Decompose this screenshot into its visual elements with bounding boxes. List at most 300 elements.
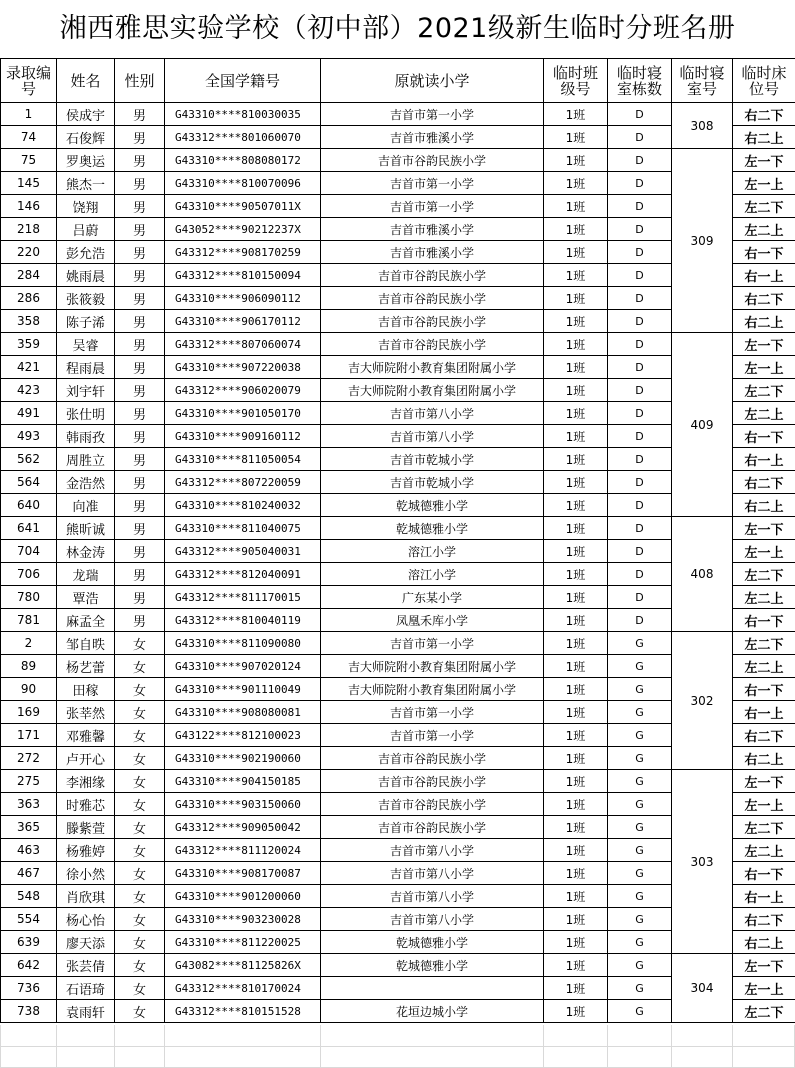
building-cell: G (608, 908, 672, 931)
bed-cell: 左一上 (733, 540, 795, 563)
name-cell: 麻孟全 (57, 609, 115, 632)
name-cell: 吕蔚 (57, 218, 115, 241)
student-id-cell: G43312****811170015 (165, 586, 321, 609)
admission-no-cell: 554 (1, 908, 57, 931)
school-cell: 吉首市乾城小学 (321, 471, 544, 494)
gender-cell: 男 (115, 287, 165, 310)
building-cell: D (608, 103, 672, 126)
name-cell: 姚雨晨 (57, 264, 115, 287)
school-cell: 吉首市第八小学 (321, 862, 544, 885)
room-cell: 304 (672, 954, 733, 1023)
building-cell: G (608, 1000, 672, 1023)
admission-no-cell: 467 (1, 862, 57, 885)
gender-cell: 男 (115, 517, 165, 540)
admission-no-cell: 146 (1, 195, 57, 218)
gender-cell: 男 (115, 310, 165, 333)
gender-cell: 女 (115, 908, 165, 931)
school-cell: 吉首市谷韵民族小学 (321, 149, 544, 172)
school-cell: 吉首市谷韵民族小学 (321, 770, 544, 793)
admission-no-cell: 363 (1, 793, 57, 816)
header-dorm-building: 临时寝 室栋数 (608, 59, 672, 103)
building-cell: G (608, 885, 672, 908)
class-cell: 1班 (544, 1000, 608, 1023)
student-id-cell: G43310****810030035 (165, 103, 321, 126)
class-cell: 1班 (544, 977, 608, 1000)
name-cell: 张仕明 (57, 402, 115, 425)
bed-cell: 左一下 (733, 770, 795, 793)
name-cell: 廖天添 (57, 931, 115, 954)
class-cell: 1班 (544, 770, 608, 793)
gender-cell: 女 (115, 885, 165, 908)
bed-cell: 左一上 (733, 793, 795, 816)
table-row (1, 103, 795, 126)
bed-cell: 右二上 (733, 931, 795, 954)
building-cell: G (608, 931, 672, 954)
admission-no-cell: 272 (1, 747, 57, 770)
building-cell: G (608, 678, 672, 701)
bed-cell: 左二上 (733, 586, 795, 609)
room-cell: 408 (672, 517, 733, 632)
school-cell: 吉首市第八小学 (321, 425, 544, 448)
building-cell: D (608, 448, 672, 471)
class-cell: 1班 (544, 632, 608, 655)
table-row (1, 333, 795, 356)
student-id-cell: G43122****812100023 (165, 724, 321, 747)
gender-cell: 男 (115, 448, 165, 471)
building-cell: G (608, 954, 672, 977)
school-cell: 吉首市谷韵民族小学 (321, 264, 544, 287)
school-cell: 吉首市谷韵民族小学 (321, 310, 544, 333)
class-cell: 1班 (544, 310, 608, 333)
bed-cell: 左二上 (733, 218, 795, 241)
student-id-cell: G43312****810150094 (165, 264, 321, 287)
school-cell: 吉首市雅溪小学 (321, 218, 544, 241)
class-cell: 1班 (544, 425, 608, 448)
table-row (1, 149, 795, 172)
table-row (1, 517, 795, 540)
gender-cell: 女 (115, 724, 165, 747)
table-header-row (1, 59, 795, 103)
name-cell: 向准 (57, 494, 115, 517)
name-cell: 熊杰一 (57, 172, 115, 195)
admission-no-cell: 359 (1, 333, 57, 356)
student-id-cell: G43310****907220038 (165, 356, 321, 379)
admission-no-cell: 1 (1, 103, 57, 126)
class-cell: 1班 (544, 839, 608, 862)
bed-cell: 左二下 (733, 195, 795, 218)
header-admission-no: 录取编 号 (1, 59, 57, 103)
admission-no-cell: 639 (1, 931, 57, 954)
room-cell: 302 (672, 632, 733, 770)
building-cell: D (608, 586, 672, 609)
admission-no-cell: 74 (1, 126, 57, 149)
name-cell: 彭允浩 (57, 241, 115, 264)
header-temp-class: 临时班 级号 (544, 59, 608, 103)
building-cell: D (608, 356, 672, 379)
building-cell: G (608, 816, 672, 839)
building-cell: G (608, 793, 672, 816)
building-cell: D (608, 494, 672, 517)
building-cell: D (608, 218, 672, 241)
student-id-cell: G43310****908080081 (165, 701, 321, 724)
building-cell: D (608, 241, 672, 264)
student-id-cell: G43312****810170024 (165, 977, 321, 1000)
student-id-cell: G43312****909050042 (165, 816, 321, 839)
student-id-cell: G43310****902190060 (165, 747, 321, 770)
header-gender: 性别 (115, 59, 165, 103)
student-id-cell: G43310****903230028 (165, 908, 321, 931)
name-cell: 熊昕诚 (57, 517, 115, 540)
name-cell: 石语琦 (57, 977, 115, 1000)
class-cell: 1班 (544, 540, 608, 563)
building-cell: D (608, 333, 672, 356)
name-cell: 刘宇轩 (57, 379, 115, 402)
school-cell: 吉首市雅溪小学 (321, 241, 544, 264)
bed-cell: 左一下 (733, 517, 795, 540)
student-id-cell: G43082****81125826X (165, 954, 321, 977)
bed-cell: 右二上 (733, 747, 795, 770)
school-cell: 吉首市谷韵民族小学 (321, 333, 544, 356)
gender-cell: 男 (115, 103, 165, 126)
admission-no-cell: 220 (1, 241, 57, 264)
school-cell: 乾城德雅小学 (321, 954, 544, 977)
bed-cell: 左一上 (733, 172, 795, 195)
admission-no-cell: 275 (1, 770, 57, 793)
gender-cell: 男 (115, 149, 165, 172)
admission-no-cell: 564 (1, 471, 57, 494)
gender-cell: 女 (115, 678, 165, 701)
class-cell: 1班 (544, 517, 608, 540)
bed-cell: 左二下 (733, 632, 795, 655)
name-cell: 罗奥运 (57, 149, 115, 172)
name-cell: 滕紫萱 (57, 816, 115, 839)
name-cell: 时雅芯 (57, 793, 115, 816)
student-id-cell: G43052****90212237X (165, 218, 321, 241)
gender-cell: 男 (115, 356, 165, 379)
class-cell: 1班 (544, 954, 608, 977)
bed-cell: 左一下 (733, 149, 795, 172)
name-cell: 陈子浠 (57, 310, 115, 333)
admission-no-cell: 463 (1, 839, 57, 862)
admission-no-cell: 780 (1, 586, 57, 609)
header-name: 姓名 (57, 59, 115, 103)
student-id-cell: G43310****810070096 (165, 172, 321, 195)
name-cell: 徐小然 (57, 862, 115, 885)
name-cell: 田稼 (57, 678, 115, 701)
student-id-cell: G43310****903150060 (165, 793, 321, 816)
class-cell: 1班 (544, 678, 608, 701)
admission-no-cell: 358 (1, 310, 57, 333)
bed-cell: 右一下 (733, 425, 795, 448)
building-cell: D (608, 471, 672, 494)
school-cell: 吉大师院附小教育集团附属小学 (321, 678, 544, 701)
admission-no-cell: 218 (1, 218, 57, 241)
class-cell: 1班 (544, 471, 608, 494)
name-cell: 侯成宇 (57, 103, 115, 126)
name-cell: 吴睿 (57, 333, 115, 356)
admission-no-cell: 640 (1, 494, 57, 517)
building-cell: G (608, 747, 672, 770)
school-cell: 吉首市第八小学 (321, 402, 544, 425)
gender-cell: 女 (115, 931, 165, 954)
student-id-cell: G43312****801060070 (165, 126, 321, 149)
admission-no-cell: 704 (1, 540, 57, 563)
class-cell: 1班 (544, 402, 608, 425)
gender-cell: 女 (115, 816, 165, 839)
gender-cell: 男 (115, 218, 165, 241)
name-cell: 周胜立 (57, 448, 115, 471)
student-id-cell: G43310****909160112 (165, 425, 321, 448)
name-cell: 韩雨孜 (57, 425, 115, 448)
admission-no-cell: 75 (1, 149, 57, 172)
admission-no-cell: 2 (1, 632, 57, 655)
class-cell: 1班 (544, 172, 608, 195)
school-cell: 凤凰禾库小学 (321, 609, 544, 632)
class-cell: 1班 (544, 563, 608, 586)
table-body (1, 103, 795, 1023)
bed-cell: 右二上 (733, 126, 795, 149)
bed-cell: 左二下 (733, 379, 795, 402)
building-cell: D (608, 195, 672, 218)
name-cell: 杨雅婷 (57, 839, 115, 862)
student-id-cell: G43310****811050054 (165, 448, 321, 471)
class-cell: 1班 (544, 494, 608, 517)
gender-cell: 男 (115, 379, 165, 402)
name-cell: 程雨晨 (57, 356, 115, 379)
class-cell: 1班 (544, 885, 608, 908)
name-cell: 卢开心 (57, 747, 115, 770)
class-cell: 1班 (544, 701, 608, 724)
room-cell: 409 (672, 333, 733, 517)
student-id-cell: G43310****808080172 (165, 149, 321, 172)
school-cell: 吉首市乾城小学 (321, 448, 544, 471)
document-title: 湘西雅思实验学校（初中部）2021级新生临时分班名册 (59, 13, 736, 44)
admission-no-cell: 89 (1, 655, 57, 678)
class-cell: 1班 (544, 724, 608, 747)
admission-no-cell: 706 (1, 563, 57, 586)
admission-no-cell: 738 (1, 1000, 57, 1023)
gender-cell: 男 (115, 471, 165, 494)
building-cell: D (608, 563, 672, 586)
bed-cell: 右一上 (733, 701, 795, 724)
admission-no-cell: 169 (1, 701, 57, 724)
gender-cell: 男 (115, 425, 165, 448)
class-cell: 1班 (544, 379, 608, 402)
student-id-cell: G43312****807060074 (165, 333, 321, 356)
school-cell: 溶江小学 (321, 540, 544, 563)
building-cell: D (608, 264, 672, 287)
building-cell: D (608, 287, 672, 310)
school-cell: 吉首市第八小学 (321, 839, 544, 862)
school-cell: 吉首市谷韵民族小学 (321, 287, 544, 310)
school-cell: 吉首市第八小学 (321, 908, 544, 931)
name-cell: 邓雅馨 (57, 724, 115, 747)
gender-cell: 女 (115, 862, 165, 885)
student-id-cell: G43310****811220025 (165, 931, 321, 954)
school-cell: 吉首市第一小学 (321, 172, 544, 195)
name-cell: 肖欣琪 (57, 885, 115, 908)
admission-no-cell: 562 (1, 448, 57, 471)
student-id-cell: G43310****810240032 (165, 494, 321, 517)
student-id-cell: G43310****811040075 (165, 517, 321, 540)
table-row (1, 770, 795, 793)
bed-cell: 右一下 (733, 241, 795, 264)
building-cell: D (608, 425, 672, 448)
admission-no-cell: 423 (1, 379, 57, 402)
header-primary-school: 原就读小学 (321, 59, 544, 103)
bed-cell: 右一上 (733, 885, 795, 908)
gender-cell: 男 (115, 195, 165, 218)
building-cell: D (608, 149, 672, 172)
building-cell: G (608, 862, 672, 885)
class-cell: 1班 (544, 862, 608, 885)
building-cell: D (608, 172, 672, 195)
admission-no-cell: 286 (1, 287, 57, 310)
bed-cell: 右二下 (733, 287, 795, 310)
name-cell: 李湘缘 (57, 770, 115, 793)
admission-no-cell: 781 (1, 609, 57, 632)
school-cell: 吉首市第八小学 (321, 885, 544, 908)
name-cell: 张筱毅 (57, 287, 115, 310)
bed-cell: 左二上 (733, 402, 795, 425)
class-cell: 1班 (544, 218, 608, 241)
school-cell: 吉首市第一小学 (321, 195, 544, 218)
gender-cell: 男 (115, 126, 165, 149)
class-cell: 1班 (544, 103, 608, 126)
class-cell: 1班 (544, 149, 608, 172)
name-cell: 张芸倩 (57, 954, 115, 977)
bed-cell: 右二下 (733, 471, 795, 494)
school-cell: 吉首市第一小学 (321, 632, 544, 655)
header-dorm-room: 临时寝 室号 (672, 59, 733, 103)
bed-cell: 右二下 (733, 724, 795, 747)
building-cell: G (608, 724, 672, 747)
school-cell: 吉首市第一小学 (321, 103, 544, 126)
gender-cell: 女 (115, 747, 165, 770)
class-cell: 1班 (544, 609, 608, 632)
admission-no-cell: 642 (1, 954, 57, 977)
building-cell: D (608, 609, 672, 632)
student-id-cell: G43310****908170087 (165, 862, 321, 885)
building-cell: D (608, 402, 672, 425)
building-cell: G (608, 977, 672, 1000)
room-cell: 308 (672, 103, 733, 149)
bed-cell: 右二上 (733, 494, 795, 517)
student-id-cell: G43312****807220059 (165, 471, 321, 494)
gender-cell: 女 (115, 770, 165, 793)
building-cell: G (608, 770, 672, 793)
school-cell: 吉首市第一小学 (321, 701, 544, 724)
student-id-cell: G43312****811120024 (165, 839, 321, 862)
bed-cell: 右一下 (733, 678, 795, 701)
name-cell: 林金涛 (57, 540, 115, 563)
building-cell: D (608, 310, 672, 333)
admission-no-cell: 493 (1, 425, 57, 448)
bed-cell: 左二上 (733, 655, 795, 678)
gender-cell: 男 (115, 586, 165, 609)
table-row (1, 632, 795, 655)
bed-cell: 右二下 (733, 103, 795, 126)
school-cell (321, 977, 544, 1000)
building-cell: G (608, 701, 672, 724)
class-cell: 1班 (544, 287, 608, 310)
gender-cell: 女 (115, 839, 165, 862)
student-id-cell: G43312****908170259 (165, 241, 321, 264)
name-cell: 覃浩 (57, 586, 115, 609)
admission-no-cell: 145 (1, 172, 57, 195)
student-id-cell: G43310****811090080 (165, 632, 321, 655)
school-cell: 吉首市谷韵民族小学 (321, 747, 544, 770)
admission-no-cell: 491 (1, 402, 57, 425)
bed-cell: 左一下 (733, 954, 795, 977)
class-cell: 1班 (544, 356, 608, 379)
admission-no-cell: 365 (1, 816, 57, 839)
class-cell: 1班 (544, 586, 608, 609)
school-cell: 乾城德雅小学 (321, 517, 544, 540)
building-cell: G (608, 655, 672, 678)
class-cell: 1班 (544, 793, 608, 816)
name-cell: 饶翔 (57, 195, 115, 218)
class-roster-table (0, 58, 795, 1023)
school-cell: 吉首市第一小学 (321, 724, 544, 747)
building-cell: D (608, 517, 672, 540)
building-cell: D (608, 540, 672, 563)
school-cell: 花垣边城小学 (321, 1000, 544, 1023)
bed-cell: 左一上 (733, 356, 795, 379)
student-id-cell: G43310****904150185 (165, 770, 321, 793)
admission-no-cell: 736 (1, 977, 57, 1000)
bed-cell: 左一上 (733, 977, 795, 1000)
gender-cell: 男 (115, 333, 165, 356)
class-cell: 1班 (544, 908, 608, 931)
class-cell: 1班 (544, 655, 608, 678)
bed-cell: 左二上 (733, 839, 795, 862)
admission-no-cell: 90 (1, 678, 57, 701)
building-cell: D (608, 126, 672, 149)
admission-no-cell: 548 (1, 885, 57, 908)
gender-cell: 女 (115, 655, 165, 678)
gender-cell: 男 (115, 264, 165, 287)
gender-cell: 男 (115, 540, 165, 563)
gender-cell: 男 (115, 494, 165, 517)
student-id-cell: G43312****812040091 (165, 563, 321, 586)
table-row (1, 954, 795, 977)
gender-cell: 男 (115, 241, 165, 264)
name-cell: 袁雨轩 (57, 1000, 115, 1023)
gender-cell: 男 (115, 563, 165, 586)
room-cell: 303 (672, 770, 733, 954)
gender-cell: 男 (115, 402, 165, 425)
name-cell: 杨心怡 (57, 908, 115, 931)
bed-cell: 左一下 (733, 333, 795, 356)
school-cell: 广东某小学 (321, 586, 544, 609)
gender-cell: 女 (115, 954, 165, 977)
class-cell: 1班 (544, 931, 608, 954)
gender-cell: 女 (115, 632, 165, 655)
bed-cell: 左二下 (733, 816, 795, 839)
gender-cell: 女 (115, 701, 165, 724)
school-cell: 吉大师院附小教育集团附属小学 (321, 655, 544, 678)
bed-cell: 右一上 (733, 448, 795, 471)
bed-cell: 右一下 (733, 862, 795, 885)
school-cell: 吉首市谷韵民族小学 (321, 793, 544, 816)
class-cell: 1班 (544, 448, 608, 471)
student-id-cell: G43312****906020079 (165, 379, 321, 402)
admission-no-cell: 284 (1, 264, 57, 287)
student-id-cell: G43312****810151528 (165, 1000, 321, 1023)
student-id-cell: G43310****907020124 (165, 655, 321, 678)
student-id-cell: G43310****906090112 (165, 287, 321, 310)
